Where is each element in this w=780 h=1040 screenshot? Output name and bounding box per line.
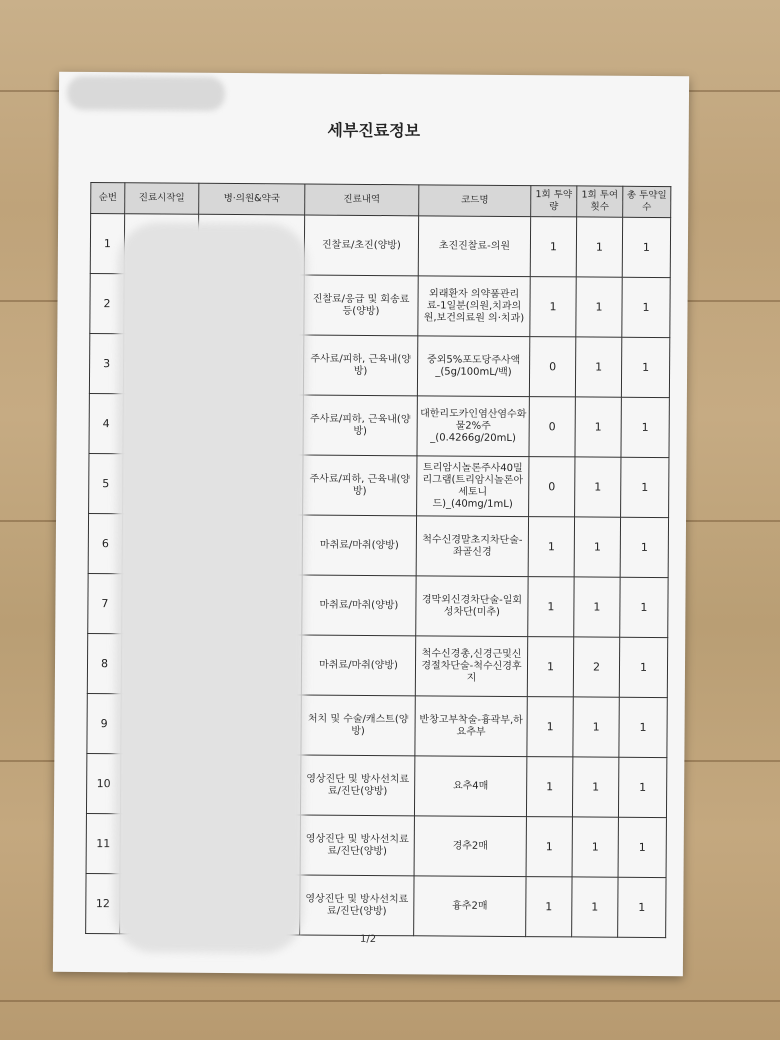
cell-freq: 1 bbox=[575, 337, 621, 397]
page-number: 1/2 bbox=[360, 933, 377, 946]
cell-dose: 1 bbox=[528, 577, 574, 637]
cell-days: 1 bbox=[620, 517, 668, 577]
cell-days: 1 bbox=[619, 697, 667, 757]
redacted-header bbox=[67, 76, 225, 111]
cell-no: 4 bbox=[89, 394, 123, 454]
cell-code: 반창고부착술-흉곽부,하요추부 bbox=[415, 696, 527, 757]
cell-detail: 마취료/마취(양방) bbox=[302, 515, 416, 576]
cell-days: 1 bbox=[622, 277, 670, 337]
cell-code: 경막외신경차단술-일회성차단(미추) bbox=[416, 576, 528, 637]
cell-dose: 0 bbox=[529, 397, 575, 457]
wood-grain-line bbox=[0, 1000, 780, 1002]
redacted-area bbox=[113, 222, 308, 953]
col-header-days: 총 투약일수 bbox=[623, 186, 671, 217]
cell-no: 7 bbox=[88, 574, 122, 634]
cell-code: 요추4매 bbox=[414, 756, 526, 817]
cell-detail: 영상진단 및 방사선치료료/진단(양방) bbox=[300, 755, 414, 816]
cell-no: 6 bbox=[88, 514, 122, 574]
cell-detail: 영상진단 및 방사선치료료/진단(양방) bbox=[300, 875, 414, 936]
col-header-date: 진료시작일 bbox=[125, 183, 199, 215]
cell-detail: 주사료/피하, 근육내(양방) bbox=[303, 455, 417, 516]
col-header-dose: 1회 투약량 bbox=[531, 186, 577, 217]
cell-no: 12 bbox=[86, 874, 120, 934]
cell-freq: 1 bbox=[576, 277, 622, 337]
cell-code: 초진진찰료-의원 bbox=[418, 216, 530, 277]
cell-detail: 주사료/피하, 근육내(양방) bbox=[303, 395, 417, 456]
cell-detail: 진찰료/초진(양방) bbox=[304, 215, 418, 276]
cell-detail: 주사료/피하, 근육내(양방) bbox=[303, 335, 417, 396]
cell-freq: 1 bbox=[575, 397, 621, 457]
col-header-code: 코드명 bbox=[419, 185, 531, 217]
cell-days: 1 bbox=[621, 397, 669, 457]
col-header-clinic: 병·의원&약국 bbox=[199, 183, 305, 215]
cell-dose: 1 bbox=[530, 217, 576, 277]
cell-freq: 1 bbox=[575, 457, 621, 517]
cell-freq: 1 bbox=[572, 877, 618, 937]
col-header-freq: 1회 투여횟수 bbox=[577, 186, 623, 217]
cell-detail: 마취료/마취(양방) bbox=[302, 575, 416, 636]
cell-code: 척수신경총,신경근및신경절차단술-척수신경후지 bbox=[415, 636, 527, 697]
cell-code: 트리암시놀론주사40밀리그램(트리암시놀론아세토니드)_(40mg/1mL) bbox=[417, 456, 529, 517]
col-header-no: 순번 bbox=[91, 183, 125, 214]
cell-no: 10 bbox=[86, 754, 120, 814]
cell-freq: 1 bbox=[574, 577, 620, 637]
page-title: 세부진료정보 bbox=[327, 120, 421, 141]
cell-detail: 마취료/마취(양방) bbox=[301, 635, 415, 696]
cell-dose: 0 bbox=[529, 457, 575, 517]
cell-days: 1 bbox=[622, 217, 670, 277]
cell-freq: 1 bbox=[572, 757, 618, 817]
cell-code: 경추2매 bbox=[414, 816, 526, 877]
cell-freq: 1 bbox=[573, 697, 619, 757]
cell-dose: 1 bbox=[530, 277, 576, 337]
cell-code: 흉추2매 bbox=[414, 876, 526, 937]
cell-code: 중외5%포도당주사액_(5g/100mL/백) bbox=[417, 336, 529, 397]
cell-detail: 처치 및 수술/캐스트(양방) bbox=[301, 695, 415, 756]
cell-days: 1 bbox=[620, 577, 668, 637]
cell-no: 11 bbox=[86, 814, 120, 874]
cell-dose: 1 bbox=[526, 877, 572, 937]
cell-no: 9 bbox=[87, 694, 121, 754]
cell-days: 1 bbox=[618, 817, 666, 877]
cell-no: 8 bbox=[87, 634, 121, 694]
cell-dose: 1 bbox=[527, 637, 573, 697]
cell-freq: 1 bbox=[576, 217, 622, 277]
cell-freq: 1 bbox=[572, 817, 618, 877]
cell-detail: 영상진단 및 방사선치료료/진단(양방) bbox=[300, 815, 414, 876]
cell-detail: 진찰료/응급 및 회송료 등(양방) bbox=[304, 275, 418, 336]
document-page bbox=[53, 72, 689, 976]
cell-days: 1 bbox=[619, 637, 667, 697]
cell-dose: 1 bbox=[528, 517, 574, 577]
cell-no: 2 bbox=[90, 274, 124, 334]
cell-code: 대한리도카인염산염수화물2%주_(0.4266g/20mL) bbox=[417, 396, 529, 457]
cell-dose: 1 bbox=[527, 697, 573, 757]
cell-no: 3 bbox=[89, 334, 123, 394]
cell-freq: 1 bbox=[574, 517, 620, 577]
cell-code: 외래환자 의약품관리료-1일분(의원,치과의원,보건의료원 의·치과) bbox=[418, 276, 530, 337]
cell-code: 척수신경말초지차단술-좌골신경 bbox=[416, 516, 528, 577]
cell-dose: 1 bbox=[526, 817, 572, 877]
cell-days: 1 bbox=[618, 757, 666, 817]
cell-freq: 2 bbox=[573, 637, 619, 697]
cell-dose: 1 bbox=[526, 757, 572, 817]
cell-no: 1 bbox=[90, 214, 124, 274]
cell-days: 1 bbox=[618, 877, 666, 937]
cell-no: 5 bbox=[89, 454, 123, 514]
col-header-detail: 진료내역 bbox=[305, 184, 419, 216]
table-header-row bbox=[91, 183, 671, 218]
cell-days: 1 bbox=[621, 337, 669, 397]
cell-days: 1 bbox=[621, 457, 669, 517]
cell-dose: 0 bbox=[529, 337, 575, 397]
